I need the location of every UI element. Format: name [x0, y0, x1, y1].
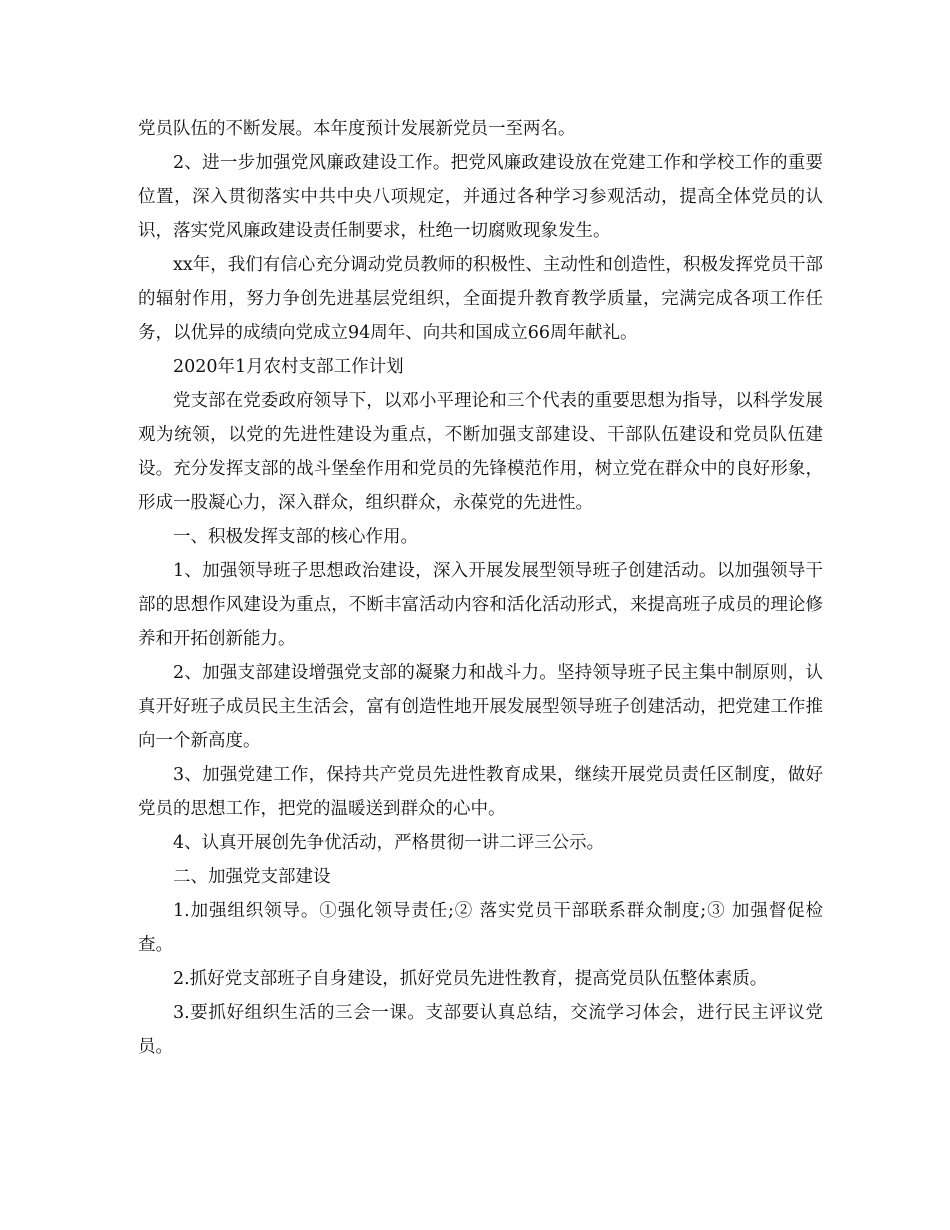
paragraph: 4、认真开展创先争优活动，严格贯彻一讲二评三公示。	[173, 833, 605, 853]
paragraph: 1.加强组织领导。①强化领导责任;② 落实党员干部联系群众制度;③ 加强督促检查。	[138, 901, 823, 955]
paragraph: 3.要抓好组织生活的三会一课。支部要认真总结，交流学习体会，进行民主评议党员。	[138, 1003, 823, 1057]
paragraph: 2.抓好党支部班子自身建设，抓好党员先进性教育，提高党员队伍整体素质。	[173, 969, 768, 989]
paragraph: xx年，我们有信心充分调动党员教师的积极性、主动性和创造性，积极发挥党员干部的辐射作用，努力争创先进基层党组织，全面提升教育教学质量，完满完成各项工作任务，以优异的成绩向党成立94周年、向共和国成立66周年献礼。	[138, 255, 823, 343]
paragraph: 党员队伍的不断发展。本年度预计发展新党员一至两名。	[138, 119, 576, 139]
section-title: 2020年1月农村支部工作计划	[173, 357, 404, 377]
section-heading: 二、加强党支部建设	[173, 867, 331, 887]
paragraph: 1、加强领导班子思想政治建设，深入开展发展型领导班子创建活动。以加强领导干部的思想作风建设为重点，不断丰富活动内容和活化活动形式，来提高班子成员的理论修养和开拓创新能力。	[138, 561, 823, 649]
paragraph: 党支部在党委政府领导下，以邓小平理论和三个代表的重要思想为指导，以科学发展观为统领，以党的先进性建设为重点，不断加强支部建设、干部队伍建设和党员队伍建设。充分发挥支部的战斗堡垒作用和党员的先锋模范作用，树立党在群众中的良好形象，形成一股凝心力，深入群众，组织群众，永葆党的先进性。	[138, 391, 823, 513]
paragraph: 2、加强支部建设增强党支部的凝聚力和战斗力。坚持领导班子民主集中制原则，认真开好班子成员民主生活会，富有创造性地开展发展型领导班子创建活动，把党建工作推向一个新高度。	[138, 663, 823, 751]
document-body	[138, 112, 823, 1064]
paragraph: 3、加强党建工作，保持共产党员先进性教育成果，继续开展党员责任区制度，做好党员的思想工作，把党的温暖送到群众的心中。	[138, 765, 823, 819]
paragraph: 2、进一步加强党风廉政建设工作。把党风廉政建设放在党建工作和学校工作的重要位置，深入贯彻落实中共中央八项规定，并通过各种学习参观活动，提高全体党员的认识，落实党风廉政建设责任制要求，杜绝一切腐败现象发生。	[138, 153, 823, 241]
section-heading: 一、积极发挥支部的核心作用。	[173, 527, 418, 547]
